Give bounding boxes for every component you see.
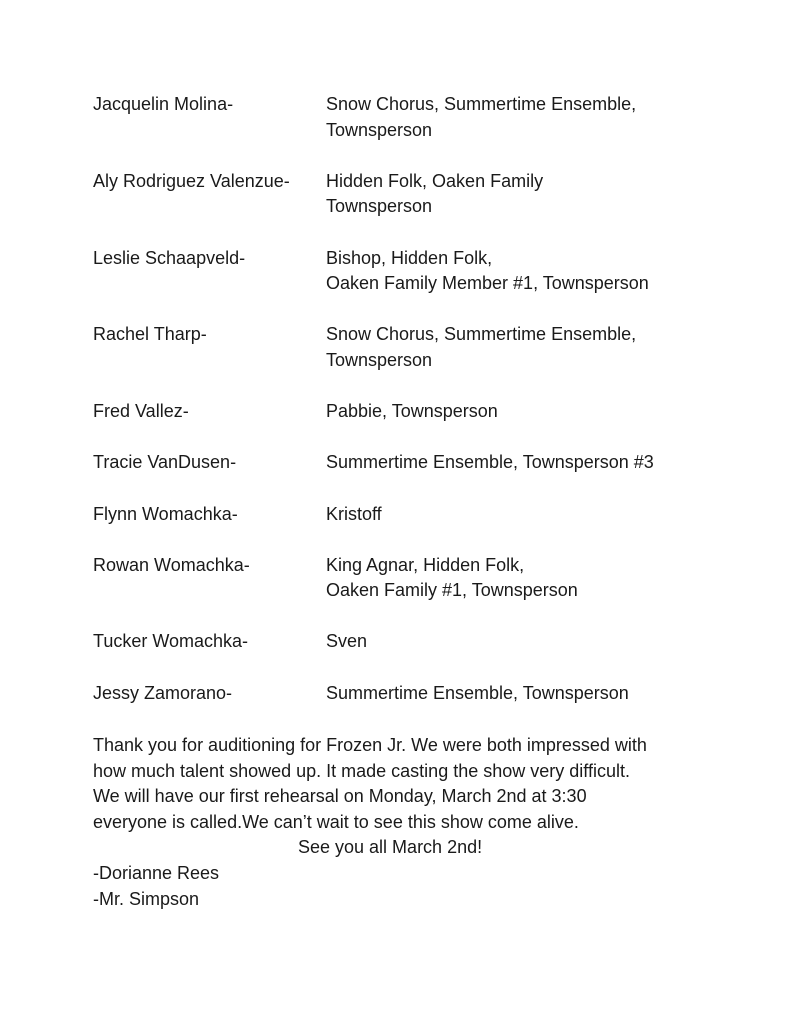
closing-message (93, 733, 733, 912)
cast-member-name: Tucker Womachka- (93, 631, 249, 652)
role-line: King Agnar, Hidden Folk, (326, 554, 525, 575)
cast-member-roles (326, 553, 733, 604)
role-line: Townsperson (326, 119, 433, 140)
cast-member-name: Leslie Schaapveld- (93, 247, 246, 268)
cast-member-name: Fred Vallez- (93, 401, 189, 422)
role-line: Oaken Family #1, Townsperson (326, 580, 578, 601)
signature: -Dorianne Rees (93, 862, 220, 883)
role-line: Summertime Ensemble, Townsperson (326, 682, 629, 703)
role-line: Summertime Ensemble, Townsperson #3 (326, 452, 654, 473)
cast-row (93, 169, 733, 220)
cast-row (93, 629, 733, 655)
cast-row (93, 92, 733, 143)
cast-row (93, 450, 733, 476)
role-line: Bishop, Hidden Folk, (326, 247, 493, 268)
closing-line: Thank you for auditioning for Frozen Jr. We were both impressed with (93, 735, 647, 755)
cast-member-name: Jessy Zamorano- (93, 682, 233, 703)
role-line: Sven (326, 631, 368, 652)
role-line: Snow Chorus, Summertime Ensemble, (326, 324, 637, 345)
role-line: Townsperson (326, 196, 433, 217)
cast-member-name: Rachel Tharp- (93, 324, 207, 345)
role-line: Snow Chorus, Summertime Ensemble, (326, 94, 637, 114)
cast-member-roles (326, 399, 733, 425)
cast-member-roles (326, 92, 733, 143)
cast-list (93, 92, 733, 732)
closing-line: everyone is called.We can’t wait to see this show come alive. (93, 811, 579, 832)
closing-line: how much talent showed up. It made casting the show very difficult. (93, 760, 630, 781)
cast-member-roles (326, 629, 733, 655)
cast-member-roles (326, 502, 733, 528)
signature: -Mr. Simpson (93, 888, 200, 909)
role-line: Oaken Family Member #1, Townsperson (326, 273, 649, 294)
cast-row (93, 681, 733, 707)
cast-member-name: Aly Rodriguez Valenzue- (93, 170, 290, 191)
role-line: Pabbie, Townsperson (326, 401, 498, 422)
cast-member-roles (326, 450, 733, 476)
role-line: Townsperson (326, 349, 433, 370)
cast-row (93, 399, 733, 425)
cast-member-roles (326, 246, 733, 297)
role-line: Hidden Folk, Oaken Family (326, 170, 544, 191)
cast-row (93, 502, 733, 528)
cast-member-name: Jacquelin Molina- (93, 94, 234, 114)
cast-member-roles (326, 169, 733, 220)
cast-row (93, 246, 733, 297)
cast-row (93, 322, 733, 373)
see-you-line: See you all March 2nd! (298, 837, 483, 858)
cast-row (93, 553, 733, 604)
closing-line: We will have our first rehearsal on Monday, March 2nd at 3:30 (93, 786, 587, 807)
cast-member-name: Flynn Womachka- (93, 503, 238, 524)
role-line: Kristoff (326, 503, 382, 524)
cast-member-roles (326, 322, 733, 373)
cast-member-roles (326, 681, 733, 707)
cast-member-name: Rowan Womachka- (93, 554, 250, 575)
cast-member-name: Tracie VanDusen- (93, 452, 237, 473)
